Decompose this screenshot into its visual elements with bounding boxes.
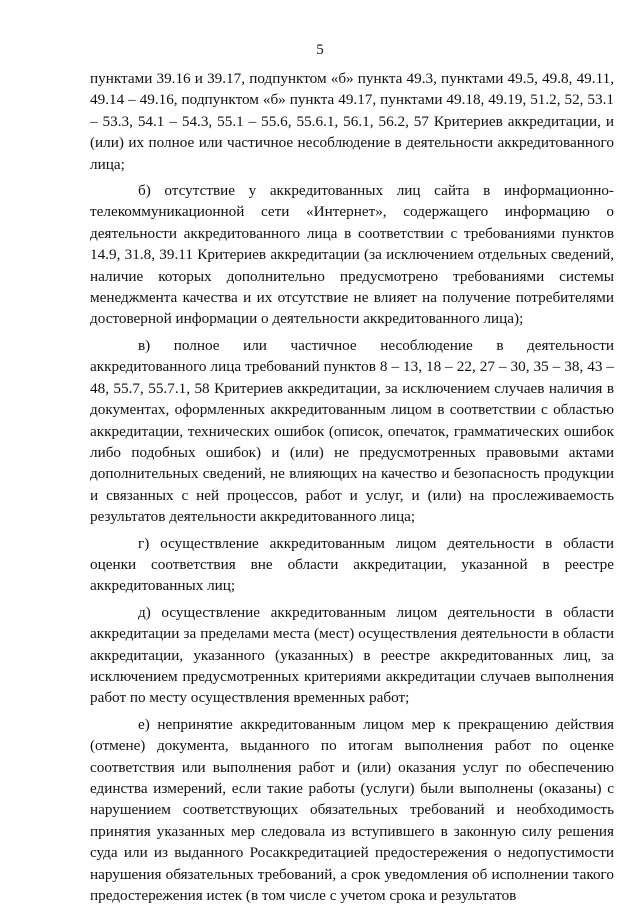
paragraph-item-v: в) полное или частичное несоблюдение в деятельности аккредитованного лица требований пунктов 8 – 13, 18 – 22, 27 – 30, 35 – 38, 43 – 48, 55.7, 55.7.1, 58 Критериев аккредитации, за исключением случаев наличия в документах, оформленных аккредитованным лицом в соответствии с областью аккредитации, технических ошибок (описок, опечаток, грамматических ошибок либо подобных ошибок) и (или) не предусмотренных правовыми актами дополнительных сведений, не влияющих на качество и безопасность продукции и связанных с ней процессов, работ и услуг, и (или) на прослеживаемость результатов деятельности аккредитованного лица; (90, 336, 614, 526)
paragraph-item-b: б) отсутствие у аккредитованных лиц сайта в информационно-телекоммуникационной сети «Интернет», содержащего информацию о деятельности аккредитованного лица в соответствии с требованиями пунктов 14.9, 31.8, 39.11 Критериев аккредитации (за исключением отдельных сведений, наличие которых дополнительно предусмотрено требованиями системы менеджмента качества и их отсутствие не влияет на получение потребителями достоверной информации о деятельности аккредитованного лица); (90, 182, 614, 328)
page-number: 5 (316, 42, 324, 58)
paragraph-item-d: д) осуществление аккредитованным лицом деятельности в области аккредитации за пределами места (мест) осуществления деятельности в области аккредитации, указанного (указанных) в реестре аккредитованных лиц, за исключением предусмотренных критериями аккредитации случаев выполнения работ по месту осуществления временных работ; (90, 603, 614, 707)
document-body (90, 68, 614, 911)
paragraph-continuation: пунктами 39.16 и 39.17, подпунктом «б» пункта 49.3, пунктами 49.5, 49.8, 49.11, 49.14 – 49.16, подпунктом «б» пункта 49.17, пунктами 49.18, 49.19, 51.2, 52, 53.1 – 53.3, 54.1 – 54.3, 55.1 – 55.6, 55.6.1, 56.1, 56.2, 57 Критериев аккредитации, и (или) их полное или частичное несоблюдение в деятельности аккредитованного лица; (90, 70, 614, 173)
paragraph-item-g: г) осуществление аккредитованным лицом деятельности в области оценки соответствия вне области аккредитации, указанной в реестре аккредитованных лиц; (90, 534, 614, 595)
paragraph-item-e: е) непринятие аккредитованным лицом мер к прекращению действия (отмене) документа, выданного по итогам выполнения работ по оценке соответствия или выполнения работ и (или) оказания услуг по обеспечению единства измерений, если такие работы (услуги) были выполнены (оказаны) с нарушением соответствующих обязательных требований и необходимость принятия указанных мер следовала из вступившего в законную силу решения суда или из выданного Росаккредитацией предостережения о недопустимости нарушения обязательных требований, а срок уведомления об исполнении такого предостережения истек (в том числе с учетом срока и результатов (90, 715, 614, 905)
